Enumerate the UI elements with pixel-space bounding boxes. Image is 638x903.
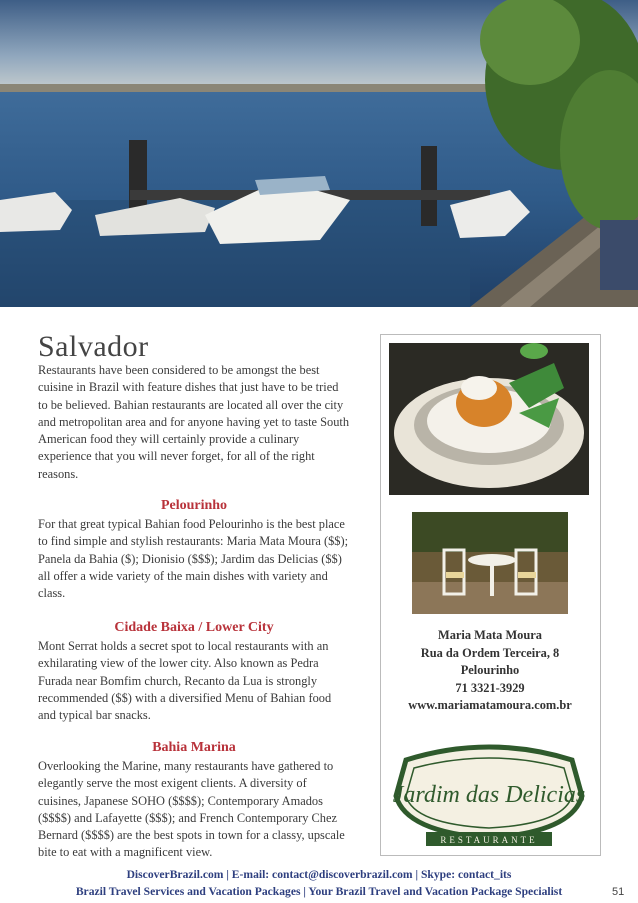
restaurant-terrace-photo: [412, 512, 568, 614]
restaurant-contact: [384, 627, 596, 715]
page-number: 51: [612, 886, 625, 898]
intro-paragraph: Restaurants have been considered to be amongst the best cuisine in Brazil with feature dishes that just have to be tried to be believed. Bahian restaurants are located all over the city and metropolitan area and for anyone having yet to taste South American food they will certainly provide a culinary experience that you will never forget, for all of the right reasons.: [38, 363, 350, 481]
section-body-cidade-baixa: Mont Serrat holds a secret spot to local restaurants with an exhilarating view of the lower city. Also known as Pedra Furada near Bomfim church, Recanto da Lua is strongly recommended ($$) with a diversified Menu of Bahian food and typical bar snacks.: [38, 639, 332, 723]
footer-contact-line: DiscoverBrazil.com | E-mail: contact@discoverbrazil.com | Skype: contact_its: [126, 868, 512, 881]
section-body-bahia-marina: Overlooking the Marine, many restaurants have gathered to elegantly serve the most exigent clients. A diversity of cuisines, Japanese SOHO ($$$$); Contemporary Amados ($$$$) and Lafayette ($$$); and French Contemporary Chez Bernard ($$$$) are the best spots in town for a classy, upscale bite to eat with a magnificent view.: [38, 759, 345, 860]
restaurant-address: Rua da Ordem Terceira, 8: [420, 645, 560, 660]
section-body-pelourinho: For that great typical Bahian food Pelourinho is the best place to find simple and stylish restaurants: Maria Mata Moura ($$); Panela da Bahia ($); Dionisio ($$$); Jardim das Delicias ($$) all offer a wide variety of the main dishes with variety and class.: [38, 517, 349, 601]
dessert-photo: [389, 343, 589, 495]
section-heading-bahia-marina: Bahia Marina: [152, 740, 236, 755]
logo-title: Jardim das Delicias: [392, 782, 586, 808]
section-heading-pelourinho: Pelourinho: [160, 498, 228, 513]
footer-tagline: Brazil Travel Services and Vacation Packages | Your Brazil Travel and Vacation Package Specialist: [75, 885, 563, 898]
restaurant-name: Maria Mata Moura: [438, 628, 542, 642]
restaurant-website[interactable]: www.mariamatamoura.com.br: [408, 698, 572, 712]
page-title: Salvador: [38, 330, 149, 363]
restaurant-district: Pelourinho: [460, 663, 520, 677]
restaurant-phone: 71 3321-3929: [455, 680, 525, 695]
section-heading-cidade-baixa: Cidade Baixa / Lower City: [114, 620, 274, 635]
logo-subtext: RESTAURANTE: [440, 835, 538, 845]
jardim-das-delicias-logo: [386, 740, 592, 852]
marina-hero-image: [0, 0, 638, 307]
